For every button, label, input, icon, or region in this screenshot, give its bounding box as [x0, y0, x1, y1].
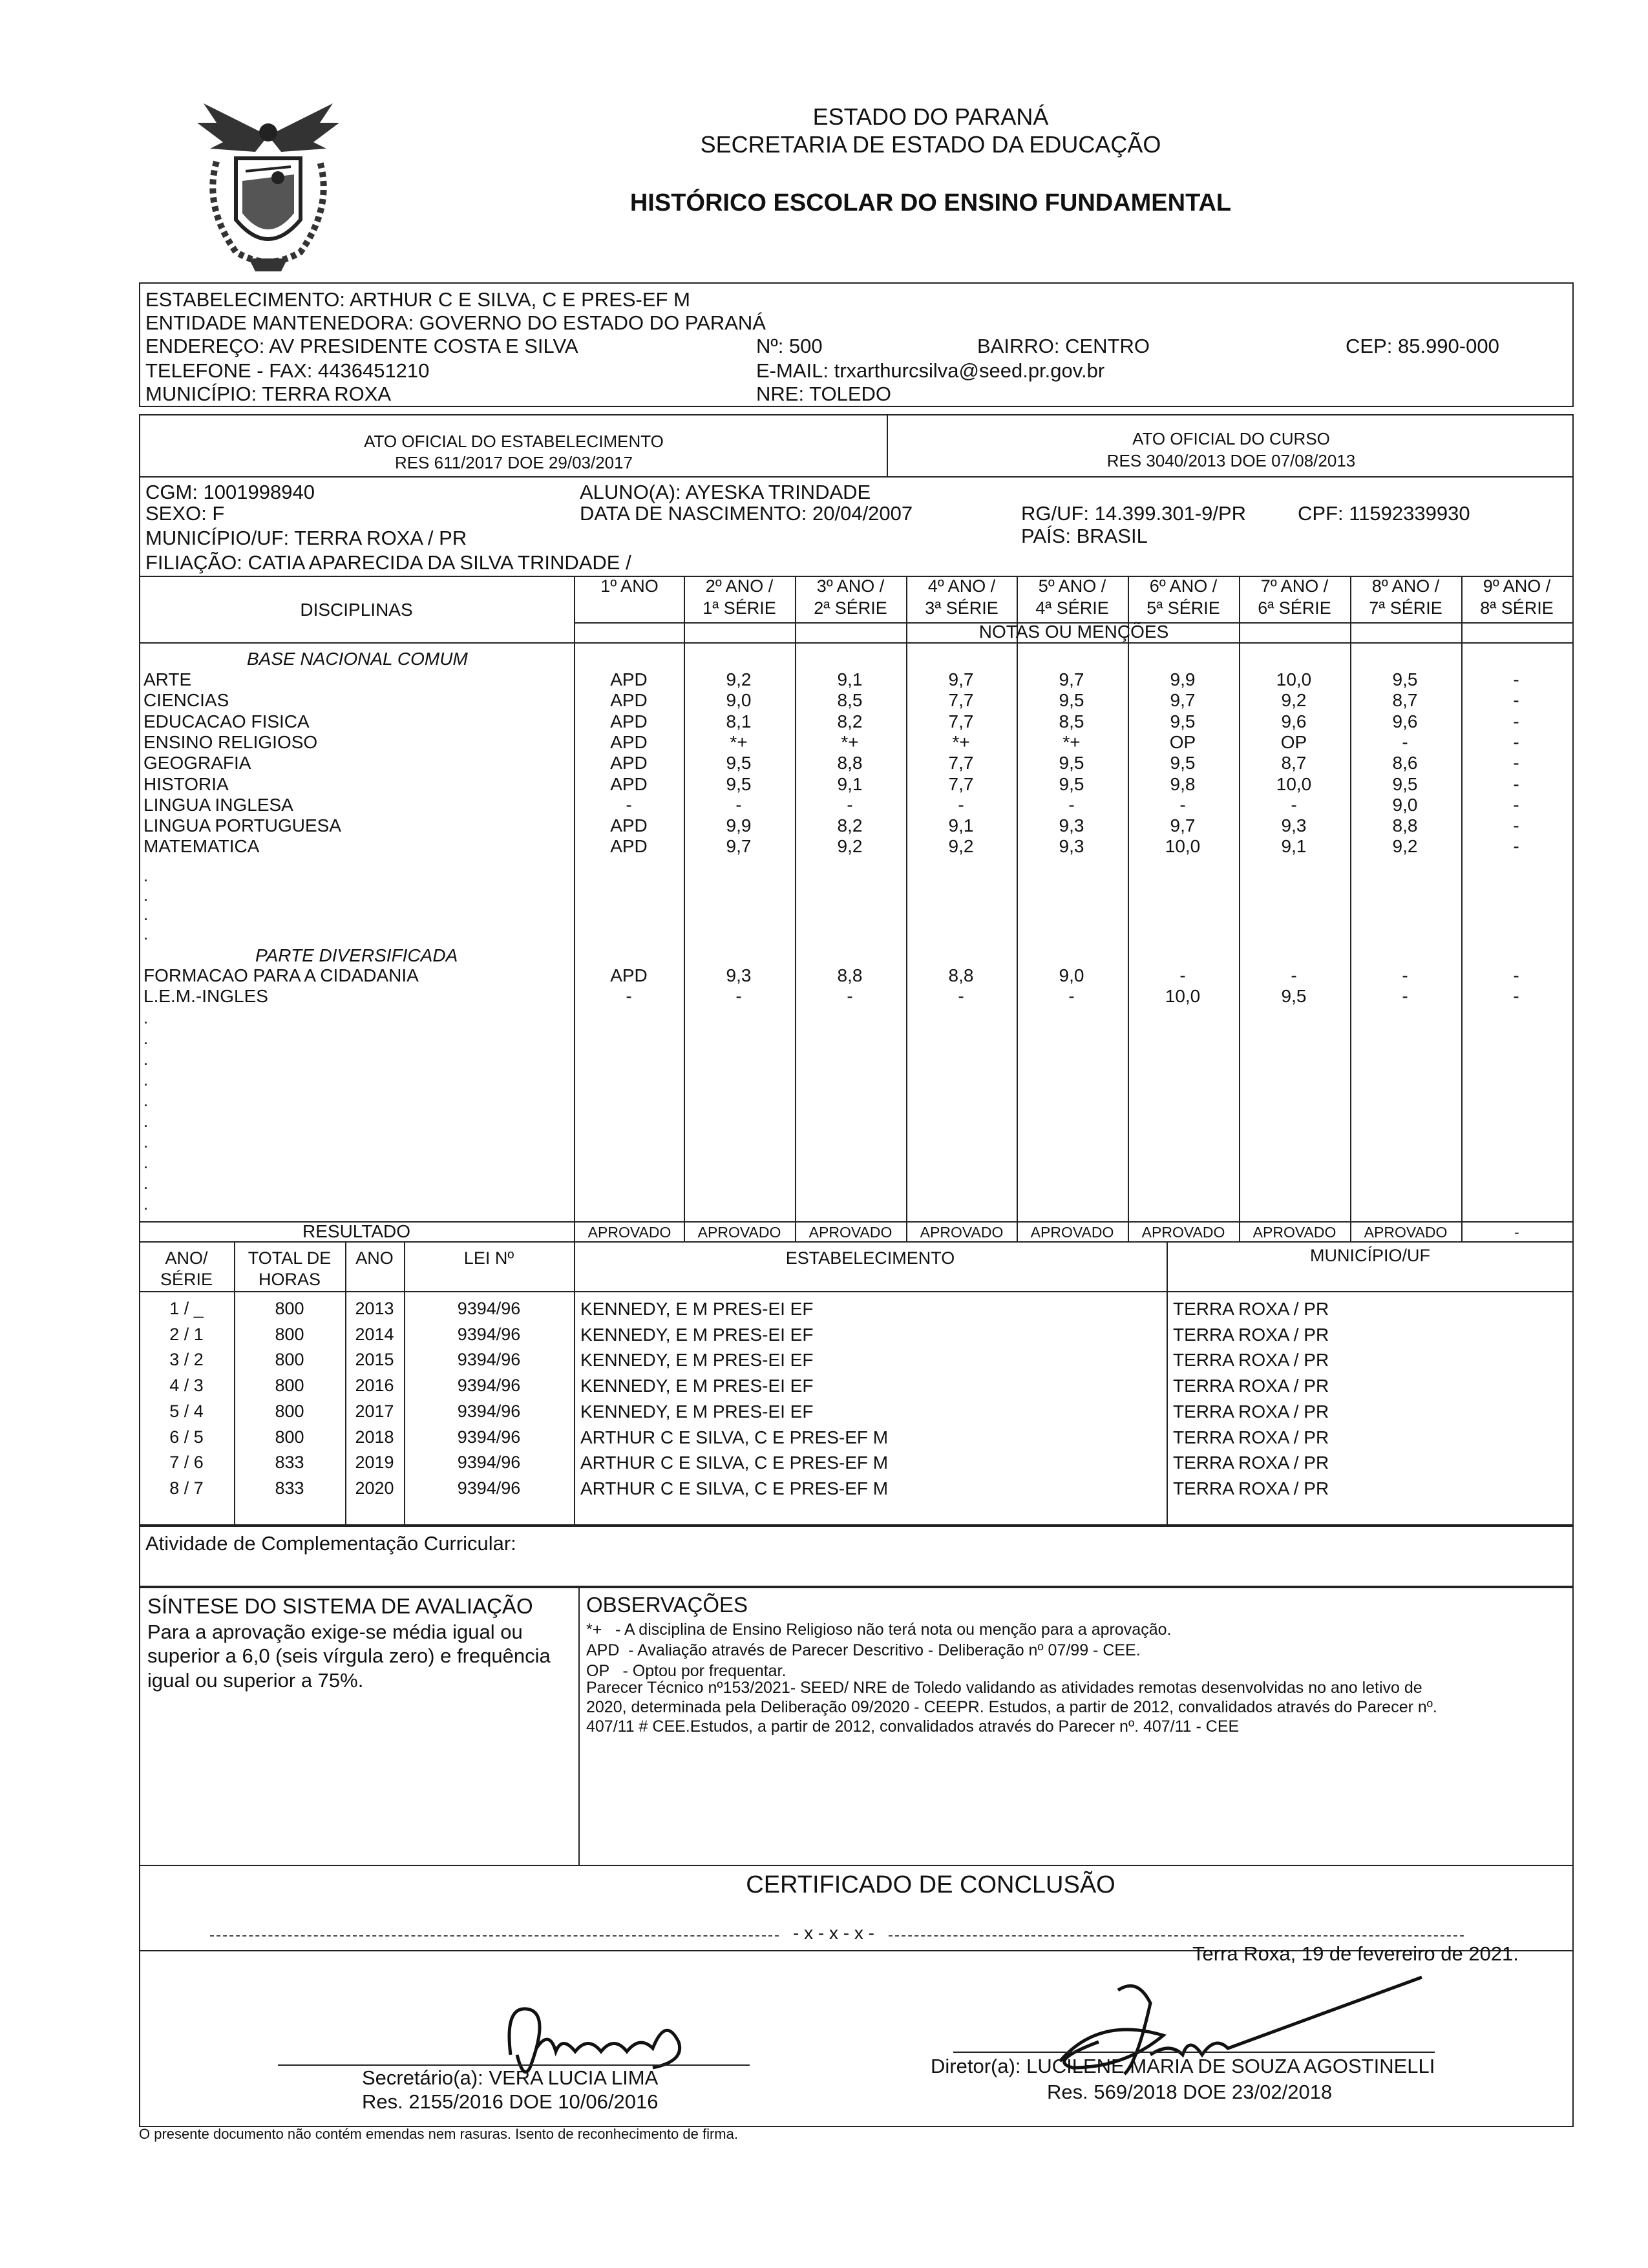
h-municipio: MUNICÍPIO/UF: [1310, 1246, 1430, 1265]
grade-cell: 9,5: [1392, 773, 1418, 794]
sintese-title: SÍNTESE DO SISTEMA DE AVALIAÇÃO: [147, 1594, 533, 1618]
ato-curso-res: RES 3040/2013 DOE 07/08/2013: [1106, 451, 1356, 470]
history-ano: 2017: [355, 1401, 394, 1421]
obs-line-1: *+ - A disciplina de Ensino Religioso não terá nota ou menção para a aprovação.: [586, 1621, 1172, 1639]
grade-cell: *+: [841, 731, 859, 752]
diretor-name: Diretor(a): LUCILENE MARIA DE SOUZA AGOSTINELLI: [931, 2055, 1435, 2077]
grade-cell: 7,7: [948, 773, 974, 794]
year-header-l1: 4º ANO /: [927, 576, 996, 596]
sintese-line-3: igual ou superior a 75%.: [147, 1669, 364, 1692]
grade-cell: 9,3: [726, 965, 752, 985]
certificado-title: CERTIFICADO DE CONCLUSÃO: [746, 1871, 1115, 1898]
history-estab: KENNEDY, E M PRES-EI EF: [580, 1350, 814, 1370]
grade-cell: -: [1513, 753, 1519, 773]
grade-cell: 9,1: [837, 669, 863, 689]
grade-cell: OP: [1280, 731, 1307, 752]
year-header-l2: 3ª SÉRIE: [925, 598, 998, 618]
year-header-l2: 4ª SÉRIE: [1035, 598, 1109, 618]
grade-cell: 10,0: [1165, 986, 1201, 1007]
grade-cell: 9,0: [1059, 965, 1084, 985]
grade-cell: -: [735, 794, 742, 815]
grade-cell: -: [1513, 690, 1519, 711]
notas-header: NOTAS OU MENÇÕES: [978, 622, 1169, 642]
filler-dot: .: [143, 1194, 149, 1213]
filler-dot: .: [143, 1091, 149, 1110]
filler-dot: .: [143, 1070, 149, 1089]
h-ano-serie-1: ANO/: [165, 1248, 208, 1268]
grade-cell: 8,1: [726, 711, 752, 731]
history-municipio: TERRA ROXA / PR: [1173, 1350, 1329, 1370]
grade-cell: -: [1179, 794, 1186, 815]
filler-dot: .: [143, 1049, 149, 1069]
grade-cell: 9,5: [1281, 986, 1307, 1007]
year-header-l1: 2º ANO /: [705, 576, 774, 596]
history-lei: 9394/96: [457, 1427, 521, 1447]
student-rg: RG/UF: 14.399.301-9/PR: [1021, 502, 1247, 525]
history-lei: 9394/96: [457, 1350, 521, 1370]
disciplinas-header: DISCIPLINAS: [300, 600, 413, 620]
h-ano-serie-2: SÉRIE: [160, 1270, 213, 1289]
grade-cell: 8,5: [837, 690, 863, 711]
grade-cell: 9,6: [1281, 711, 1307, 731]
history-estab: KENNEDY, E M PRES-EI EF: [580, 1376, 814, 1396]
history-serie: 1 / _: [169, 1299, 204, 1318]
school-bairro: BAIRRO: CENTRO: [977, 335, 1150, 357]
history-lei: 9394/96: [457, 1324, 521, 1344]
grade-cell: -: [1513, 669, 1519, 689]
grade-cell: -: [1513, 815, 1519, 836]
grade-cell: 9,5: [726, 773, 752, 794]
history-ano: 2016: [355, 1376, 394, 1396]
sintese-line-1: Para a aprovação exige-se média igual ou: [147, 1621, 523, 1643]
year-header-l2: 8ª SÉRIE: [1480, 598, 1554, 618]
history-ano: 2013: [355, 1299, 394, 1318]
grade-cell: -: [1513, 711, 1519, 731]
separator-left: [210, 1935, 779, 1937]
student-birthdate: DATA DE NASCIMENTO: 20/04/2007: [580, 502, 913, 525]
history-horas: 800: [275, 1299, 304, 1318]
discipline-name: L.E.M.-INGLES: [143, 986, 268, 1007]
obs-line-6: 407/11 # CEE.Estudos, a partir de 2012, convalidados através do Parecer nº. 407/11 - CEE: [586, 1717, 1240, 1736]
discipline-name: CIENCIAS: [143, 690, 229, 711]
filler-dot: .: [143, 1111, 149, 1131]
grade-cell: -: [1513, 836, 1519, 857]
parana-coat-of-arms-icon: [191, 97, 346, 278]
discipline-name: EDUCACAO FISICA: [143, 711, 310, 731]
grade-cell: -: [1402, 731, 1408, 752]
grade-cell: OP: [1169, 731, 1196, 752]
grade-cell: -: [1291, 965, 1297, 985]
history-serie: 8 / 7: [169, 1478, 204, 1498]
grade-cell: -: [1513, 773, 1519, 794]
grade-cell: 9,7: [1059, 669, 1084, 689]
grade-cell: 9,3: [1059, 815, 1084, 836]
grade-cell: 9,2: [726, 669, 752, 689]
history-horas: 800: [275, 1427, 304, 1447]
grade-cell: -: [1513, 986, 1519, 1007]
grade-cell: 9,2: [948, 836, 974, 857]
secretario-res: Res. 2155/2016 DOE 10/06/2016: [362, 2090, 659, 2113]
resultado-cell: APROVADO: [1364, 1224, 1448, 1241]
discipline-name: HISTORIA: [143, 773, 229, 794]
grade-cell: 9,8: [1170, 773, 1196, 794]
resultado-cell: APROVADO: [1141, 1224, 1225, 1241]
grade-cell: 9,7: [948, 669, 974, 689]
school-address: ENDEREÇO: AV PRESIDENTE COSTA E SILVA: [145, 335, 578, 357]
grade-cell: 9,1: [1281, 836, 1307, 857]
grade-cell: -: [1402, 965, 1408, 985]
separator-right: [889, 1935, 1464, 1937]
resultado-label: RESULTADO: [302, 1221, 410, 1241]
grade-cell: 9,5: [1392, 669, 1418, 689]
student-sex: SEXO: F: [145, 502, 225, 525]
history-ano: 2019: [355, 1453, 394, 1473]
grade-cell: 8,7: [1281, 753, 1307, 773]
document-title: HISTÓRICO ESCOLAR DO ENSINO FUNDAMENTAL: [629, 189, 1232, 216]
filler-dot: .: [143, 885, 149, 905]
h-estab: ESTABELECIMENTO: [785, 1248, 955, 1268]
history-lei: 9394/96: [457, 1401, 521, 1421]
history-serie: 2 / 1: [169, 1324, 204, 1344]
history-estab: ARTHUR C E SILVA, C E PRES-EF M: [580, 1478, 889, 1498]
grade-cell: *+: [952, 731, 970, 752]
grade-cell: -: [735, 986, 742, 1007]
history-municipio: TERRA ROXA / PR: [1173, 1453, 1329, 1473]
grade-cell: -: [847, 986, 853, 1007]
history-horas: 833: [275, 1453, 304, 1473]
header-secretariat: SECRETARIA DE ESTADO DA EDUCAÇÃO: [700, 131, 1161, 158]
footer-note: O presente documento não contém emendas nem rasuras. Isento de reconhecimento de firma.: [139, 2126, 738, 2142]
grade-cell: 9,9: [1170, 669, 1196, 689]
filler-dot: .: [143, 866, 149, 885]
history-serie: 3 / 2: [169, 1350, 204, 1370]
resultado-cell: APROVADO: [697, 1224, 781, 1241]
school-municipio: MUNICÍPIO: TERRA ROXA: [145, 383, 392, 405]
grade-cell: 10,0: [1165, 836, 1201, 857]
history-horas: 800: [275, 1401, 304, 1421]
ato-estab-res: RES 611/2017 DOE 29/03/2017: [394, 453, 633, 472]
grade-cell: APD: [610, 669, 648, 689]
history-ano: 2014: [355, 1324, 394, 1344]
grade-cell: 9,5: [1059, 753, 1084, 773]
history-horas: 833: [275, 1478, 304, 1498]
grade-cell: 9,3: [1281, 815, 1307, 836]
h-total-1: TOTAL DE: [248, 1248, 332, 1268]
grade-cell: -: [1513, 731, 1519, 752]
grade-cell: 10,0: [1276, 669, 1312, 689]
resultado-cell: APROVADO: [1252, 1224, 1336, 1241]
filler-dot: .: [143, 1008, 149, 1027]
filler-dot: .: [143, 1132, 149, 1151]
obs-line-5: 2020, determinada pela Deliberação 09/2020 - CEEPR. Estudos, a partir de 2012, convalidados através do Parecer nº.: [586, 1698, 1437, 1716]
grade-cell: -: [958, 794, 964, 815]
grade-cell: APD: [610, 836, 648, 857]
history-lei: 9394/96: [457, 1376, 521, 1396]
grade-cell: 9,5: [1059, 690, 1084, 711]
discipline-name: ENSINO RELIGIOSO: [143, 731, 318, 752]
history-lei: 9394/96: [457, 1299, 521, 1318]
student-name: ALUNO(A): AYESKA TRINDADE: [580, 481, 871, 503]
history-serie: 7 / 6: [169, 1453, 204, 1473]
school-name: ESTABELECIMENTO: ARTHUR C E SILVA, C E PRES-EF M: [145, 288, 690, 311]
grade-cell: 9,7: [1170, 690, 1196, 711]
resultado-cell: APROVADO: [808, 1224, 893, 1241]
school-cep: CEP: 85.990-000: [1346, 335, 1499, 357]
history-municipio: TERRA ROXA / PR: [1173, 1299, 1329, 1319]
grade-cell: 10,0: [1276, 773, 1312, 794]
history-ano: 2018: [355, 1427, 394, 1447]
year-header-l1: 9º ANO /: [1483, 576, 1551, 596]
year-header-l1: 3º ANO /: [816, 576, 885, 596]
history-ano: 2015: [355, 1350, 394, 1370]
history-horas: 800: [275, 1324, 304, 1344]
diretor-res: Res. 569/2018 DOE 23/02/2018: [1047, 2081, 1333, 2103]
grade-cell: 9,0: [1392, 794, 1418, 815]
secretario-name: Secretário(a): VERA LUCIA LIMA: [362, 2066, 659, 2089]
sintese-line-2: superior a 6,0 (seis vírgula zero) e frequência: [147, 1644, 551, 1667]
grade-cell: 7,7: [948, 711, 974, 731]
history-municipio: TERRA ROXA / PR: [1173, 1427, 1329, 1447]
year-header-l1: 8º ANO /: [1371, 576, 1440, 596]
year-header-l2: 6ª SÉRIE: [1258, 598, 1331, 618]
grade-cell: 9,2: [1281, 690, 1307, 711]
history-municipio: TERRA ROXA / PR: [1173, 1376, 1329, 1396]
grade-cell: 9,6: [1392, 711, 1418, 731]
school-nre: NRE: TOLEDO: [756, 383, 892, 405]
school-email: E-MAIL: trxarthurcsilva@seed.pr.gov.br: [756, 359, 1105, 382]
h-total-2: HORAS: [258, 1270, 321, 1289]
grade-cell: 8,2: [837, 815, 863, 836]
grade-cell: *+: [730, 731, 748, 752]
grade-cell: -: [958, 986, 964, 1007]
h-lei: LEI Nº: [463, 1248, 514, 1268]
filler-dot: .: [143, 924, 149, 943]
grade-cell: -: [626, 794, 632, 815]
grade-cell: -: [1513, 794, 1519, 815]
grade-cell: -: [847, 794, 853, 815]
year-header-l2: 2ª SÉRIE: [814, 598, 887, 618]
grade-cell: 9,3: [1059, 836, 1084, 857]
school-phone: TELEFONE - FAX: 4436451210: [145, 359, 430, 382]
history-horas: 800: [275, 1376, 304, 1396]
resultado-cell: APROVADO: [587, 1224, 671, 1241]
grade-cell: 9,1: [948, 815, 974, 836]
grade-cell: APD: [610, 965, 648, 985]
year-header-l2: 7ª SÉRIE: [1369, 598, 1442, 618]
obs-line-2: APD - Avaliação através de Parecer Descritivo - Deliberação nº 07/99 - CEE.: [586, 1641, 1141, 1659]
history-municipio: TERRA ROXA / PR: [1173, 1478, 1329, 1498]
history-lei: 9394/96: [457, 1453, 521, 1473]
grade-cell: 8,2: [837, 711, 863, 731]
history-municipio: TERRA ROXA / PR: [1173, 1324, 1329, 1345]
resultado-cell: -: [1514, 1224, 1519, 1241]
filler-dot: .: [143, 1153, 149, 1172]
grade-cell: -: [1068, 986, 1075, 1007]
year-header-l1: 1º ANO: [600, 576, 659, 596]
grade-cell: APD: [610, 731, 648, 752]
history-serie: 6 / 5: [169, 1427, 204, 1447]
grade-cell: -: [1513, 965, 1519, 985]
grade-cell: 9,0: [726, 690, 752, 711]
discipline-name: LINGUA PORTUGUESA: [143, 815, 342, 836]
history-estab: KENNEDY, E M PRES-EI EF: [580, 1299, 814, 1319]
history-estab: ARTHUR C E SILVA, C E PRES-EF M: [580, 1427, 889, 1447]
grade-cell: -: [1402, 986, 1408, 1007]
ato-curso-title: ATO OFICIAL DO CURSO: [1132, 429, 1330, 448]
year-header-l1: 5º ANO /: [1038, 576, 1106, 596]
grade-cell: APD: [610, 815, 648, 836]
year-header-l1: 7º ANO /: [1260, 576, 1329, 596]
div-title: PARTE DIVERSIFICADA: [255, 945, 458, 965]
grade-cell: 9,5: [726, 753, 752, 773]
history-serie: 4 / 3: [169, 1376, 204, 1396]
school-number: Nº: 500: [756, 335, 823, 357]
grade-cell: 9,2: [1392, 836, 1418, 857]
history-municipio: TERRA ROXA / PR: [1173, 1401, 1329, 1422]
history-estab: ARTHUR C E SILVA, C E PRES-EF M: [580, 1453, 889, 1473]
obs-line-4: Parecer Técnico nº153/2021- SEED/ NRE de Toledo validando as atividades remotas desenvolvidas no ano letivo de: [586, 1679, 1422, 1697]
grade-cell: 9,5: [1170, 753, 1196, 773]
resultado-cell: APROVADO: [1030, 1224, 1114, 1241]
grade-cell: 8,5: [1059, 711, 1084, 731]
grade-cell: 8,8: [837, 753, 863, 773]
grade-cell: APD: [610, 711, 648, 731]
grade-cell: APD: [610, 773, 648, 794]
history-estab: KENNEDY, E M PRES-EI EF: [580, 1324, 814, 1345]
history-serie: 5 / 4: [169, 1401, 204, 1421]
h-ano: ANO: [355, 1248, 394, 1268]
grade-cell: 9,9: [726, 815, 752, 836]
student-country: PAÍS: BRASIL: [1021, 525, 1148, 547]
filler-dot: .: [143, 1173, 149, 1193]
discipline-name: MATEMATICA: [143, 836, 260, 857]
year-header-l2: 1ª SÉRIE: [703, 598, 776, 618]
grade-cell: 8,6: [1392, 753, 1418, 773]
school-entity: ENTIDADE MANTENEDORA: GOVERNO DO ESTADO DO PARANÁ: [145, 311, 766, 334]
grade-cell: 8,7: [1392, 690, 1418, 711]
base-title: BASE NACIONAL COMUM: [247, 649, 468, 669]
grade-cell: 8,8: [1392, 815, 1418, 836]
discipline-name: GEOGRAFIA: [143, 753, 251, 773]
obs-line-3: OP - Optou por frequentar.: [586, 1662, 787, 1680]
grade-cell: *+: [1062, 731, 1081, 752]
grade-cell: -: [1291, 794, 1297, 815]
grade-cell: 7,7: [948, 753, 974, 773]
discipline-name: LINGUA INGLESA: [143, 794, 293, 815]
history-ano: 2020: [355, 1478, 394, 1498]
separator-mark: - x - x - x -: [793, 1923, 874, 1943]
header-state: ESTADO DO PARANÁ: [812, 103, 1049, 130]
grade-cell: -: [626, 986, 632, 1007]
atividade-label: Atividade de Complementação Curricular:: [145, 1532, 516, 1555]
history-lei: 9394/96: [457, 1478, 521, 1498]
ato-estab-title: ATO OFICIAL DO ESTABELECIMENTO: [364, 432, 664, 451]
filler-dot: .: [143, 905, 149, 924]
student-cpf: CPF: 11592339930: [1298, 502, 1470, 525]
grade-cell: APD: [610, 753, 648, 773]
grade-cell: -: [1068, 794, 1075, 815]
grade-cell: 9,5: [1059, 773, 1084, 794]
obs-title: OBSERVAÇÕES: [586, 1593, 748, 1617]
grade-cell: 8,8: [837, 965, 863, 985]
local-data: Terra Roxa, 19 de fevereiro de 2021.: [1192, 1942, 1519, 1965]
filler-dot: .: [143, 1029, 149, 1048]
discipline-name: FORMACAO PARA A CIDADANIA: [143, 965, 419, 985]
year-header-l1: 6º ANO /: [1149, 576, 1218, 596]
history-horas: 800: [275, 1350, 304, 1370]
student-municipio: MUNICÍPIO/UF: TERRA ROXA / PR: [145, 527, 467, 549]
student-filiation: FILIAÇÃO: CATIA APARECIDA DA SILVA TRINDADE /: [145, 551, 631, 574]
grade-cell: 9,7: [1170, 815, 1196, 836]
grade-cell: APD: [610, 690, 648, 711]
grade-cell: 9,7: [726, 836, 752, 857]
history-estab: KENNEDY, E M PRES-EI EF: [580, 1401, 814, 1422]
grade-cell: 9,1: [837, 773, 863, 794]
grade-cell: -: [1179, 965, 1186, 985]
year-header-l2: 5ª SÉRIE: [1146, 598, 1220, 618]
resultado-cell: APROVADO: [920, 1224, 1004, 1241]
grade-cell: 9,5: [1170, 711, 1196, 731]
student-cgm: CGM: 1001998940: [145, 481, 315, 503]
grade-cell: 7,7: [948, 690, 974, 711]
grade-cell: 9,2: [837, 836, 863, 857]
grade-cell: 8,8: [948, 965, 974, 985]
discipline-name: ARTE: [143, 669, 192, 689]
